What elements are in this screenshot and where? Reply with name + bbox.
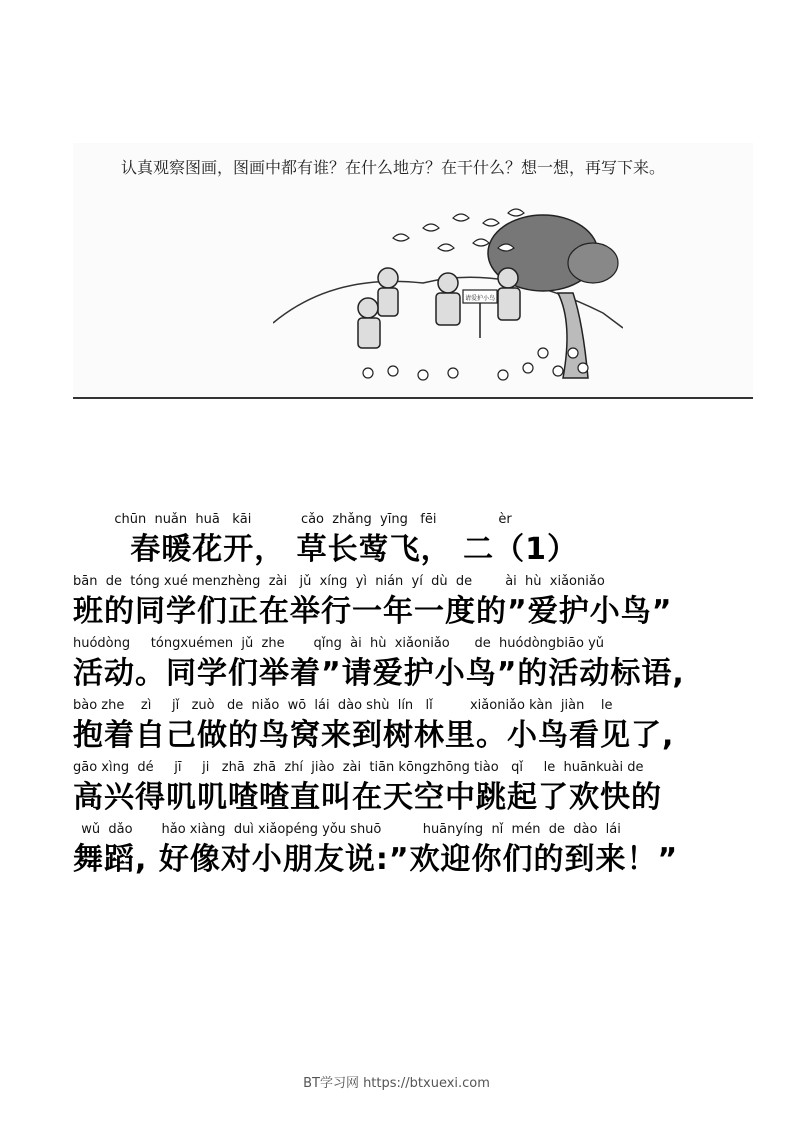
pinyin-line: gāo xìng dé jī ji zhā zhā zhí jiào zài tiān kōngzhōng tiào qǐ le huānkuài de <box>73 760 644 775</box>
pinyin-line: huódòng tóngxuémen jǔ zhe qǐng ài hù xiǎoniǎo de huódòngbiāo yǔ <box>73 636 605 651</box>
illustration-children-birds-tree <box>273 203 623 393</box>
pinyin-line: bào zhe zì jǐ zuò de niǎo wō lái dào shù lín lǐ xiǎoniǎo kàn jiàn le <box>73 698 613 713</box>
prompt-instruction: 认真观察图画，图画中都有谁？在什么地方？在干什么？想一想，再写下来。 <box>121 158 666 177</box>
story-line <box>73 760 733 822</box>
prompt-divider <box>73 397 753 399</box>
footer-watermark: BT学习网 https://btxuexi.com <box>303 1076 490 1091</box>
pinyin-line: wǔ dǎo hǎo xiàng duì xiǎopéng yǒu shuō huānyíng nǐ mén de dào lái <box>73 822 621 837</box>
hanzi-line: 舞蹈, 好像对小朋友说:”欢迎你们的到来！” <box>73 842 679 877</box>
story-line <box>73 636 733 698</box>
sign-label: 请爱护小鸟 <box>464 295 496 302</box>
hanzi-line: 抱着自己做的鸟窝来到树林里。小鸟看见了, <box>73 718 675 753</box>
story-line <box>73 512 733 574</box>
story-line <box>73 698 733 760</box>
exercise-prompt-panel <box>73 143 753 399</box>
pinyin-line: chūn nuǎn huā kāi cǎo zhǎng yīng fēi èr <box>73 512 512 527</box>
pinyin-line: bān de tóng xué menzhèng zài jǔ xíng yì nián yí dù de ài hù xiǎoniǎo <box>73 574 605 589</box>
story-text <box>73 512 733 884</box>
hanzi-line: 活动。同学们举着”请爱护小鸟”的活动标语, <box>73 656 685 691</box>
story-line <box>73 574 733 636</box>
hanzi-line: 高兴得叽叽喳喳直叫在天空中跳起了欢快的 <box>73 780 662 815</box>
hanzi-line: 班的同学们正在举行一年一度的”爱护小鸟” <box>73 594 673 629</box>
story-line <box>73 822 733 884</box>
hanzi-line: 春暖花开， 草长莺飞， 二（1） <box>73 532 578 567</box>
